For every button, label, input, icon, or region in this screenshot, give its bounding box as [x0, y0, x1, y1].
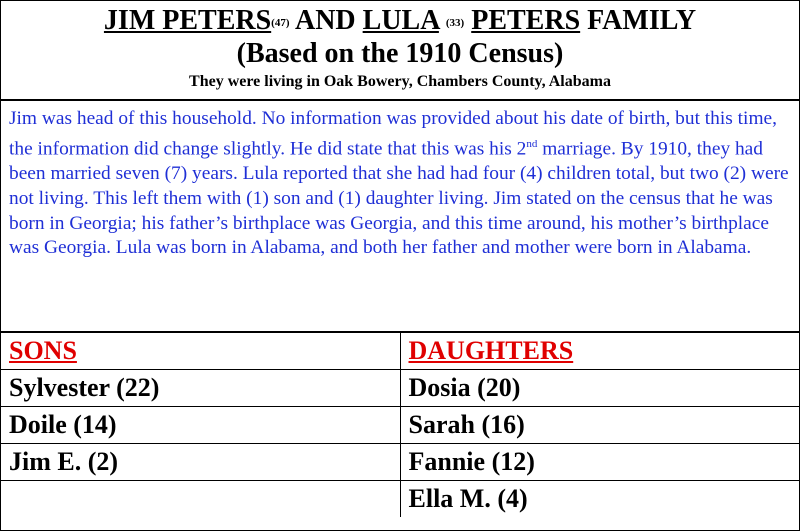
sons-column-header: [1, 333, 400, 370]
title-and: AND: [294, 5, 356, 36]
location-line: They were living in Oak Bowery, Chambers County, Alabama: [189, 73, 611, 90]
page-title: [1, 1, 799, 37]
table-row: [1, 407, 799, 444]
head-age: (47): [271, 17, 290, 29]
narrative-text: [1, 101, 799, 333]
wife-name: LULA: [362, 5, 439, 36]
narrative-part-2: marriage. By 1910, they had been married seven (7) years. Lula reported that she had had four (4) children total, but two (2) were not living. This left them with (1) son and (1) daughter living. Jim stated on the census that he was born in Georgia; his father’s birthplace was Georgia, and this time around, his mother’s birthplace was Georgia. Lula was born in Alabama, and both her father and mother were born in Alabama.: [9, 138, 789, 259]
son-cell: Jim E. (2): [1, 444, 400, 481]
sons-header-label: SONS: [9, 336, 77, 365]
son-cell: Sylvester (22): [1, 370, 400, 407]
title-family: FAMILY: [587, 5, 697, 36]
son-cell: [1, 481, 400, 518]
table-row: [1, 444, 799, 481]
children-table: [1, 333, 799, 517]
daughter-cell: Ella M. (4): [400, 481, 799, 518]
narrative-part-1: Jim was head of this household. No information was provided about his date of birth, but this time, the information did change slightly. He did state that this was his 2: [9, 108, 777, 160]
son-cell: Doile (14): [1, 407, 400, 444]
daughter-cell: Fannie (12): [400, 444, 799, 481]
subtitle: (Based on the 1910 Census): [236, 38, 564, 69]
table-header-row: [1, 333, 799, 370]
narrative-ordinal-suffix: nd: [526, 137, 538, 150]
daughters-column-header: [400, 333, 799, 370]
table-row: [1, 370, 799, 407]
table-row: [1, 481, 799, 518]
daughter-cell: Dosia (20): [400, 370, 799, 407]
surname: PETERS: [471, 5, 581, 36]
wife-age: (33): [445, 17, 465, 29]
header: [1, 1, 799, 101]
head-name: JIM PETERS: [103, 5, 272, 36]
daughters-header-label: DAUGHTERS: [408, 336, 574, 365]
daughter-cell: Sarah (16): [400, 407, 799, 444]
